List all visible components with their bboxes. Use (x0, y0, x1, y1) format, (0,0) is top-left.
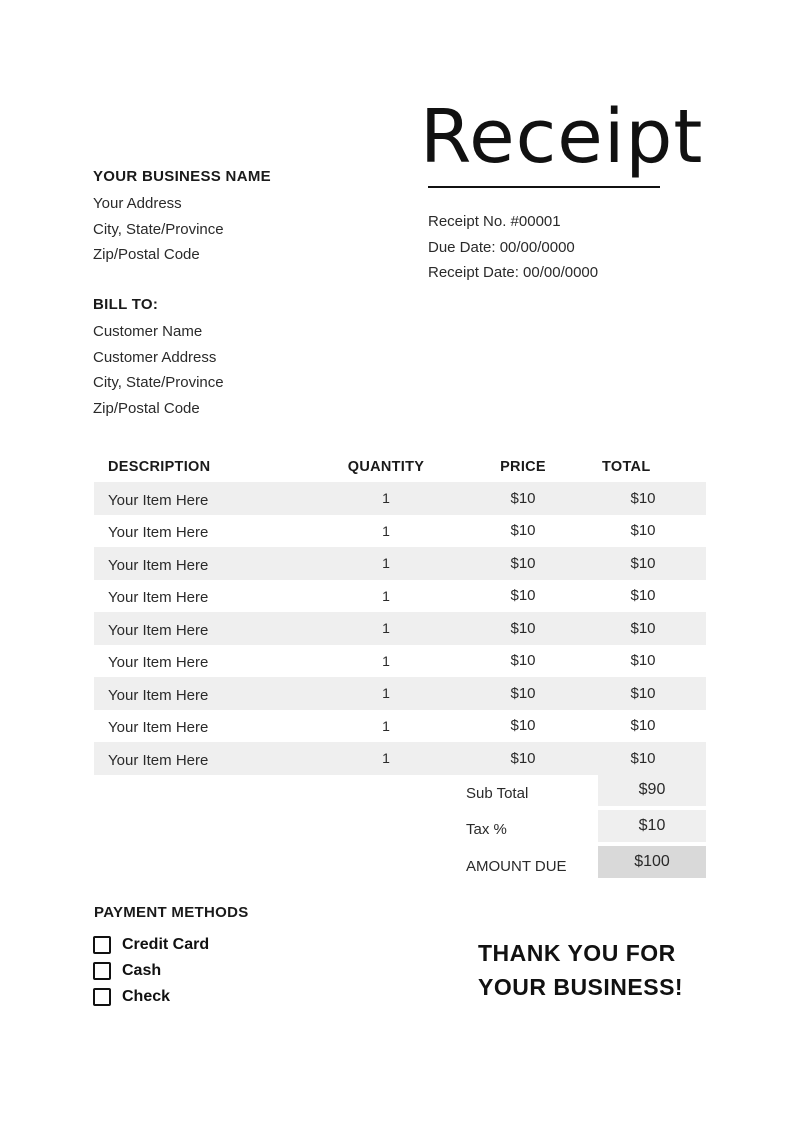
item-quantity: 1 (382, 490, 390, 507)
subtotal-label: Sub Total (466, 785, 529, 802)
item-price: $10 (510, 749, 536, 767)
item-description: Your Item Here (108, 719, 209, 737)
item-description: Your Item Here (108, 491, 209, 509)
item-quantity: 1 (382, 587, 390, 604)
item-total: $10 (630, 587, 656, 605)
item-price: $10 (510, 587, 536, 605)
table-row (94, 547, 706, 580)
item-price: $10 (510, 554, 536, 572)
item-quantity: 1 (382, 717, 390, 734)
customer-name: Customer Name (93, 323, 203, 340)
table-row (94, 612, 706, 645)
table-row (94, 645, 706, 678)
check-checkbox[interactable] (93, 988, 111, 1006)
item-description: Your Item Here (108, 621, 209, 639)
payment-option-cash[interactable] (93, 960, 161, 982)
business-name: YOUR BUSINESS NAME (93, 168, 271, 185)
bill-to-heading: BILL TO: (93, 296, 159, 313)
item-total: $10 (630, 522, 656, 540)
item-price: $10 (510, 717, 536, 735)
table-row (94, 482, 706, 515)
payment-option-label: Cash (122, 962, 162, 979)
item-total: $10 (630, 554, 656, 572)
item-price: $10 (510, 522, 536, 540)
items-table (94, 452, 706, 775)
item-description: Your Item Here (108, 686, 209, 704)
thank-you-line-1: THANK YOU FOR (478, 940, 676, 966)
header-price: PRICE (500, 459, 546, 475)
header-quantity: QUANTITY (347, 459, 425, 475)
table-row (94, 677, 706, 710)
title-underline (428, 186, 660, 188)
item-total: $10 (630, 619, 656, 637)
payment-methods-heading: PAYMENT METHODS (94, 904, 249, 921)
item-total: $10 (630, 652, 656, 670)
tax-label: Tax % (466, 821, 507, 838)
customer-zip: Zip/Postal Code (93, 400, 200, 417)
payment-option-check[interactable] (93, 986, 170, 1008)
header-description: DESCRIPTION (108, 459, 211, 475)
item-description: Your Item Here (108, 654, 209, 672)
receipt-date: Receipt Date: 00/00/0000 (428, 264, 599, 281)
item-quantity: 1 (382, 620, 390, 637)
item-quantity: 1 (382, 750, 390, 767)
customer-address: Customer Address (93, 349, 217, 366)
business-zip: Zip/Postal Code (93, 246, 200, 263)
receipt-title: Receipt (420, 94, 704, 180)
item-total: $10 (630, 749, 656, 767)
item-total: $10 (630, 489, 656, 507)
table-row (94, 710, 706, 743)
payment-option-label: Check (122, 988, 171, 1005)
business-city: City, State/Province (93, 221, 224, 238)
due-date: Due Date: 00/00/0000 (428, 239, 575, 256)
tax-value: $10 (598, 810, 706, 842)
thank-you-line-2: YOUR BUSINESS! (478, 974, 684, 1000)
item-quantity: 1 (382, 685, 390, 702)
business-address: Your Address (93, 195, 182, 212)
item-quantity: 1 (382, 522, 390, 539)
payment-option-credit-card[interactable] (93, 934, 209, 956)
item-quantity: 1 (382, 652, 390, 669)
cash-checkbox[interactable] (93, 962, 111, 980)
item-price: $10 (510, 619, 536, 637)
header-total: TOTAL (602, 459, 651, 475)
item-price: $10 (510, 652, 536, 670)
customer-city: City, State/Province (93, 374, 224, 391)
table-header (94, 452, 706, 482)
amount-due-value: $100 (598, 846, 706, 878)
payment-option-label: Credit Card (122, 936, 210, 953)
item-description: Your Item Here (108, 524, 209, 542)
table-row (94, 515, 706, 548)
item-total: $10 (630, 684, 656, 702)
item-description: Your Item Here (108, 589, 209, 607)
item-price: $10 (510, 684, 536, 702)
credit-card-checkbox[interactable] (93, 936, 111, 954)
item-description: Your Item Here (108, 751, 209, 769)
table-row (94, 742, 706, 775)
item-price: $10 (510, 489, 536, 507)
thank-you-message (478, 936, 683, 1004)
item-quantity: 1 (382, 555, 390, 572)
table-row (94, 580, 706, 613)
amount-due-label: AMOUNT DUE (466, 858, 567, 875)
receipt-number: Receipt No. #00001 (428, 213, 561, 230)
item-description: Your Item Here (108, 556, 209, 574)
subtotal-value: $90 (598, 774, 706, 806)
item-total: $10 (630, 717, 656, 735)
